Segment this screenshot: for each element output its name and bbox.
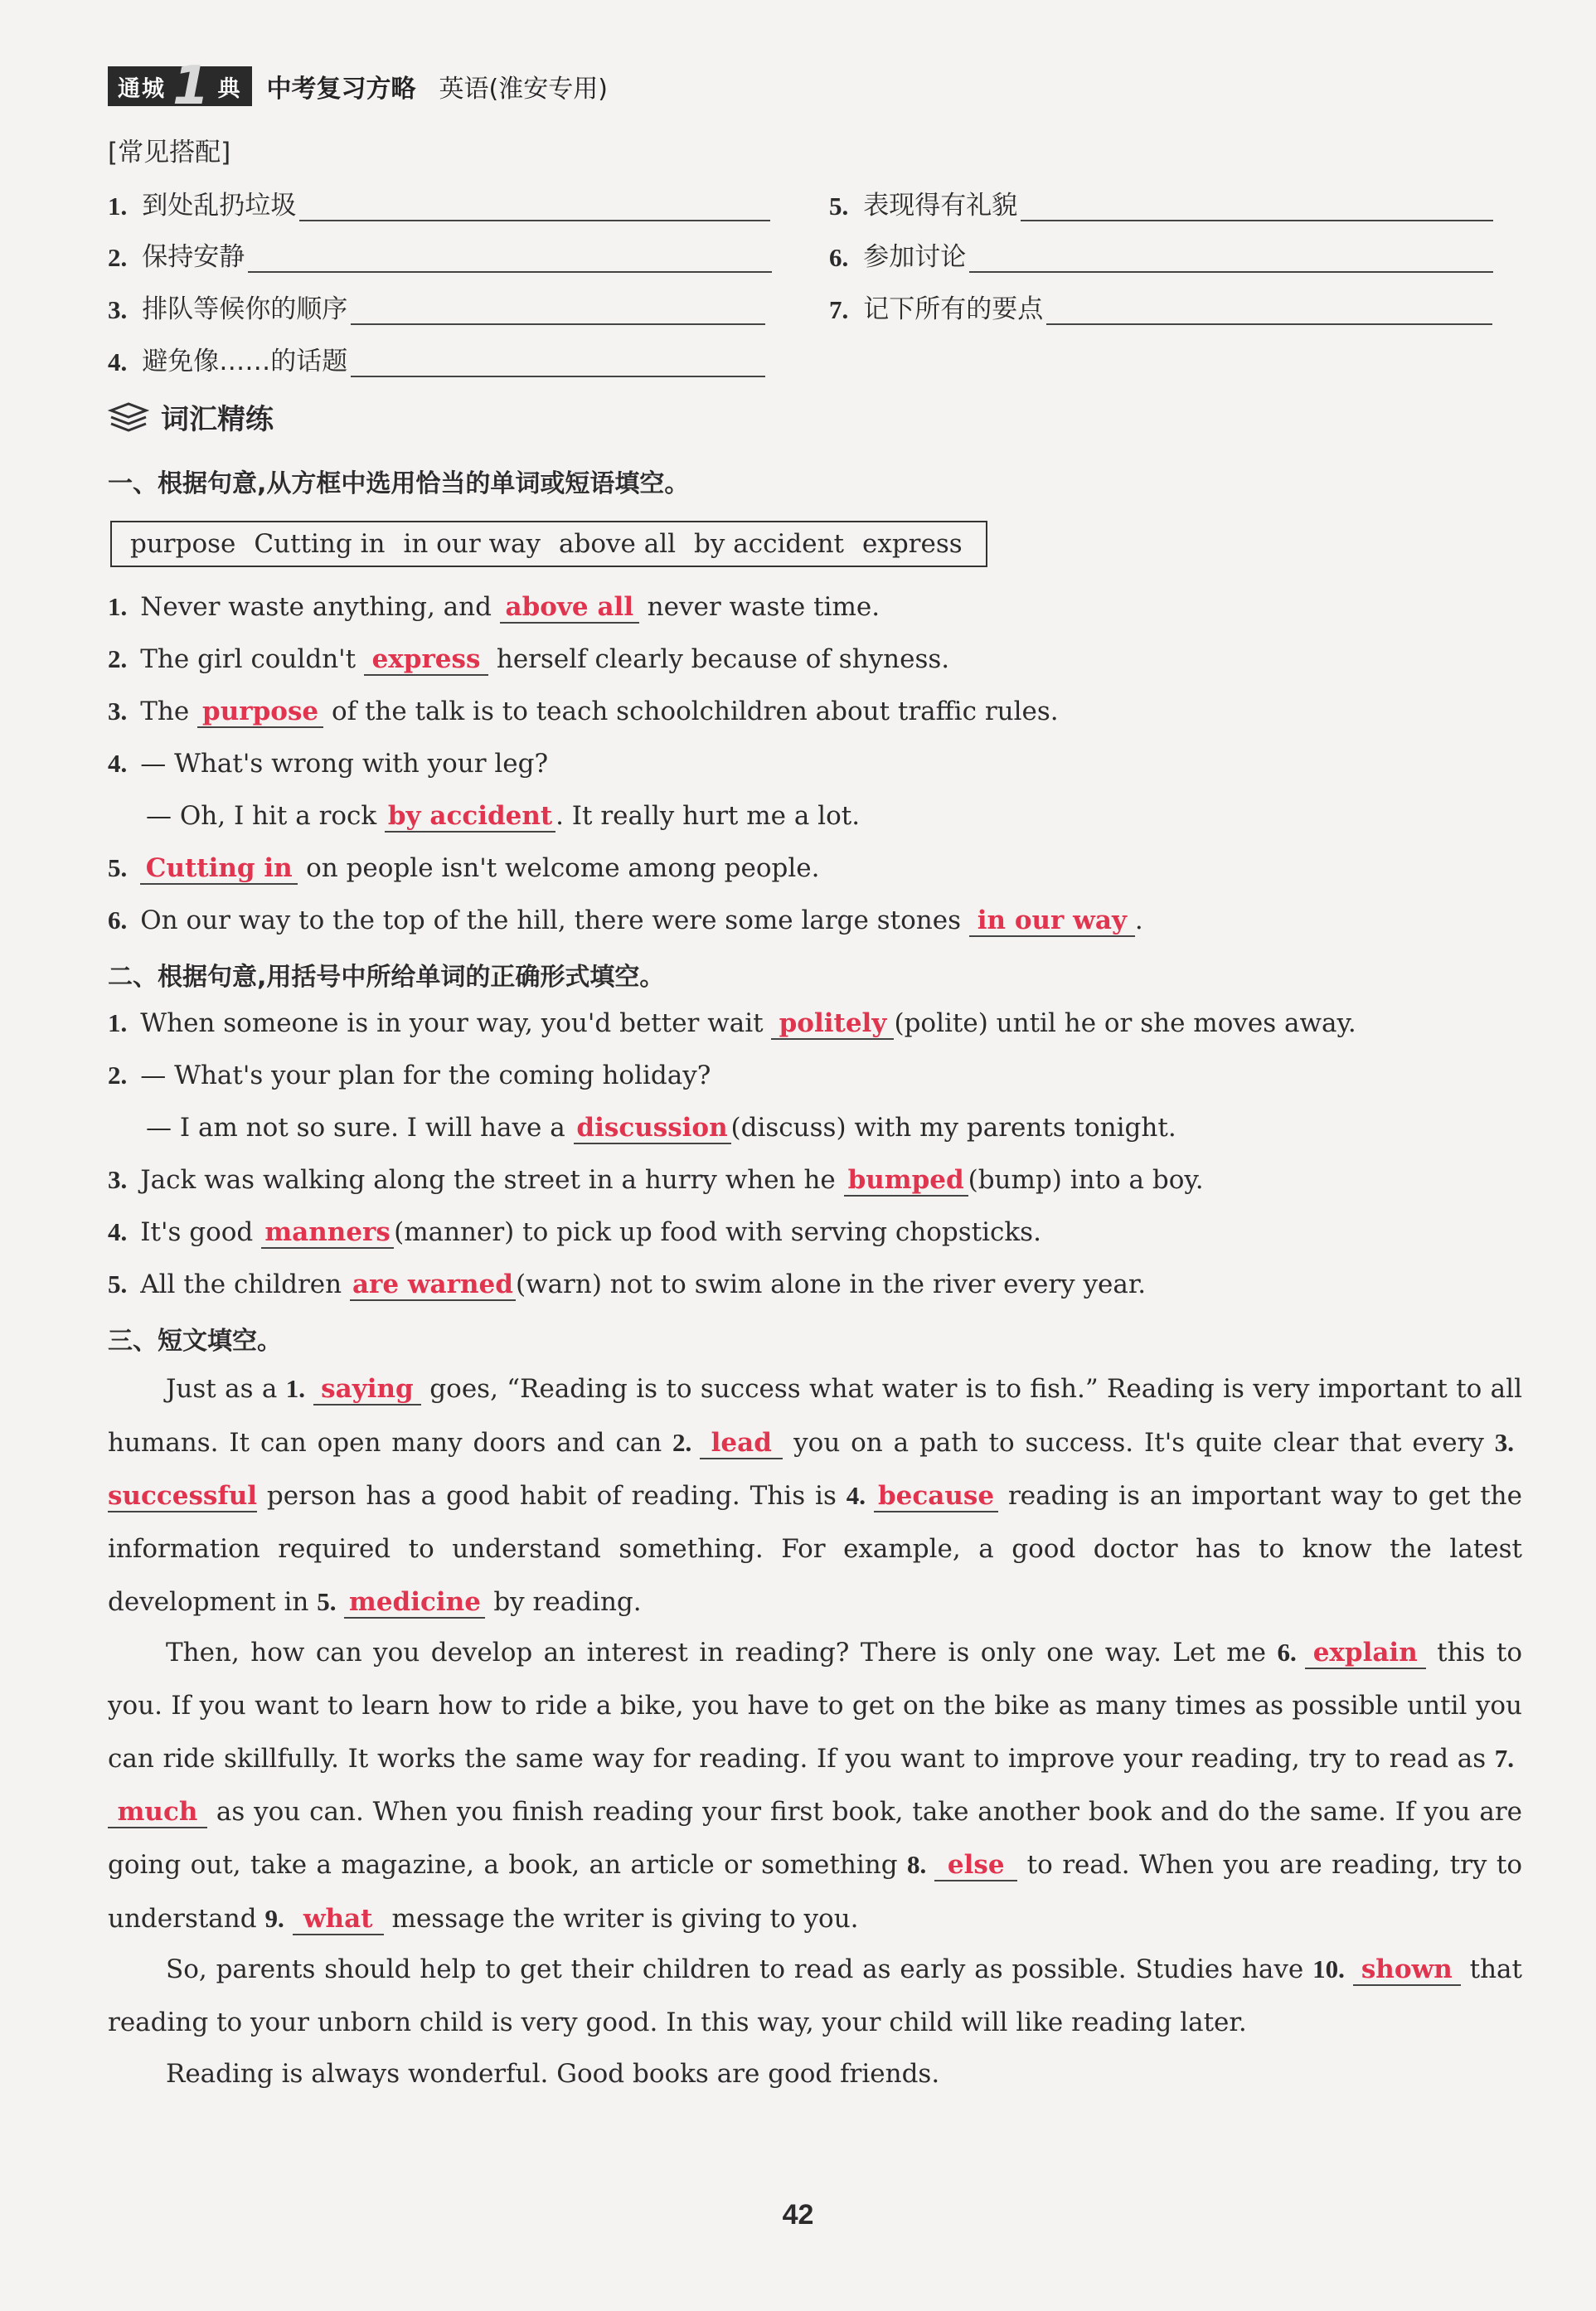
exercise-line: 6. On our way to the top of the hill, there were some large stones in our way . bbox=[108, 905, 1143, 935]
answer-blank[interactable]: shown bbox=[1353, 1954, 1461, 1986]
answer-blank[interactable]: else bbox=[934, 1850, 1017, 1881]
answer-blank[interactable]: because bbox=[874, 1481, 998, 1512]
phrase-item: 1. 到处乱扔垃圾 bbox=[108, 184, 770, 221]
exercise-line: 4. — What's wrong with your leg? bbox=[108, 749, 549, 779]
answer-blank[interactable]: purpose bbox=[197, 697, 323, 728]
word-option: Cutting in bbox=[254, 529, 386, 559]
answer-blank[interactable]: lead bbox=[700, 1428, 783, 1459]
exercise-line: 5. Cutting in on people isn't welcome among people. bbox=[108, 853, 820, 883]
exercise-line: 1. Never waste anything, and above all never waste time. bbox=[108, 592, 880, 622]
passage-paragraph: Just as a 1. saying goes, “Reading is to success what water is to fish.” Reading is very important to all humans. It can open many doors and can 2. lead you on a path to success. It's quite clear that every 3.successful person has a good habit of reading. This is 4. because reading is an important way to get the information required to understand something. For example, a good doctor has to know the latest development in 5. medicine by reading. bbox=[108, 1374, 1522, 1617]
phrases-title: [常见搭配] bbox=[108, 138, 231, 167]
part1-title: 一、根据句意,从方框中选用恰当的单词或短语填空。 bbox=[108, 469, 690, 498]
answer-line[interactable] bbox=[969, 246, 1493, 273]
answer-line[interactable] bbox=[351, 351, 765, 377]
exercise-line: — I am not so sure. I will have a discussion (discuss) with my parents tonight. bbox=[146, 1113, 1176, 1143]
series-title: 中考复习方略 bbox=[266, 75, 416, 104]
answer-blank[interactable]: Cutting in bbox=[140, 853, 298, 885]
answer-blank[interactable]: manners bbox=[261, 1217, 394, 1249]
word-box bbox=[110, 521, 987, 567]
logo-one-mark: 1 bbox=[172, 56, 211, 117]
passage-paragraph: So, parents should help to get their children to read as early as possible. Studies have 10. shown that reading to your unborn child is very good. In this way, your child will like reading later. bbox=[108, 1954, 1522, 2037]
answer-blank[interactable]: discussion bbox=[574, 1113, 731, 1144]
answer-line[interactable] bbox=[248, 246, 772, 273]
answer-blank[interactable]: saying bbox=[313, 1374, 421, 1406]
phrase-item: 4. 避免像……的话题 bbox=[108, 340, 765, 377]
answer-line[interactable] bbox=[1046, 299, 1492, 325]
word-option: in our way bbox=[403, 529, 541, 559]
answer-line[interactable] bbox=[299, 195, 770, 221]
exercise-line: 4. It's good manners (manner) to pick up food with serving chopsticks. bbox=[108, 1217, 1041, 1247]
phrase-item: 2. 保持安静 bbox=[108, 235, 772, 273]
phrase-item: 7. 记下所有的要点 bbox=[829, 288, 1492, 325]
word-option: purpose bbox=[130, 529, 236, 559]
answer-blank[interactable]: what bbox=[293, 1904, 384, 1935]
answer-blank[interactable]: successful bbox=[108, 1481, 258, 1511]
exercise-line: 3. Jack was walking along the street in a hurry when he bumped (bump) into a boy. bbox=[108, 1165, 1204, 1195]
part2-title: 二、根据句意,用括号中所给单词的正确形式填空。 bbox=[108, 963, 665, 992]
logo-left-text: 通城 bbox=[118, 75, 166, 102]
word-option: by accident bbox=[694, 529, 844, 559]
exercise-line: 2. — What's your plan for the coming holiday? bbox=[108, 1061, 711, 1090]
exercise-line: 5. All the children are warned(warn) not to swim alone in the river every year. bbox=[108, 1270, 1147, 1299]
answer-blank[interactable]: above all bbox=[500, 592, 639, 624]
phrase-item: 5. 表现得有礼貌 bbox=[829, 184, 1493, 221]
page-header bbox=[108, 56, 608, 117]
answer-blank[interactable]: medicine bbox=[344, 1587, 485, 1619]
answer-blank[interactable]: much bbox=[108, 1797, 207, 1828]
brand-logo bbox=[108, 56, 252, 117]
answer-blank[interactable]: in our way bbox=[969, 905, 1135, 937]
logo-right-text: 典 bbox=[217, 75, 242, 102]
exercise-line: 3. The purpose of the talk is to teach schoolchildren about traffic rules. bbox=[108, 697, 1059, 726]
passage-paragraph: Reading is always wonderful. Good books are good friends. bbox=[166, 2059, 940, 2089]
exercise-line: 2. The girl couldn't express herself clearly because of shyness. bbox=[108, 644, 950, 674]
exercise-line: 1. When someone is in your way, you'd better wait politely (polite) until he or she moves away. bbox=[108, 1008, 1356, 1038]
subject-title: 英语(淮安专用) bbox=[439, 75, 608, 104]
answer-line[interactable] bbox=[1021, 195, 1493, 221]
answer-blank[interactable]: express bbox=[364, 644, 488, 676]
word-option: above all bbox=[559, 529, 677, 559]
books-icon bbox=[108, 401, 149, 434]
answer-line[interactable] bbox=[351, 299, 765, 325]
vocab-section-title: 词汇精练 bbox=[161, 403, 274, 436]
phrase-item: 3. 排队等候你的顺序 bbox=[108, 288, 765, 325]
answer-blank[interactable]: are warned bbox=[350, 1270, 516, 1301]
vocab-section-header bbox=[108, 396, 274, 437]
answer-blank[interactable]: explain bbox=[1305, 1638, 1426, 1669]
exercise-line: — Oh, I hit a rock by accident . It really hurt me a lot. bbox=[146, 801, 861, 831]
phrase-item: 6. 参加讨论 bbox=[829, 235, 1493, 273]
passage-paragraph: Then, how can you develop an interest in reading? There is only one way. Let me 6. explain this to you. If you want to learn how to ride a bike, you have to get on the bike as many times as possible until you can ride skillfully. It works the same way for reading. If you want to improve your reading, try to read as 7.much as you can. When you finish reading your first book, take another book and do the same. If you are going out, take a magazine, a book, an article or something 8. else to read. When you are reading, try to understand 9. what message the writer is giving to you. bbox=[108, 1638, 1522, 1934]
word-option: express bbox=[862, 529, 963, 559]
answer-blank[interactable]: by accident bbox=[385, 801, 555, 833]
answer-blank[interactable]: politely bbox=[771, 1008, 894, 1040]
page-number: 42 bbox=[782, 2199, 814, 2231]
part3-title: 三、短文填空。 bbox=[108, 1327, 282, 1356]
answer-blank[interactable]: bumped bbox=[844, 1165, 968, 1197]
